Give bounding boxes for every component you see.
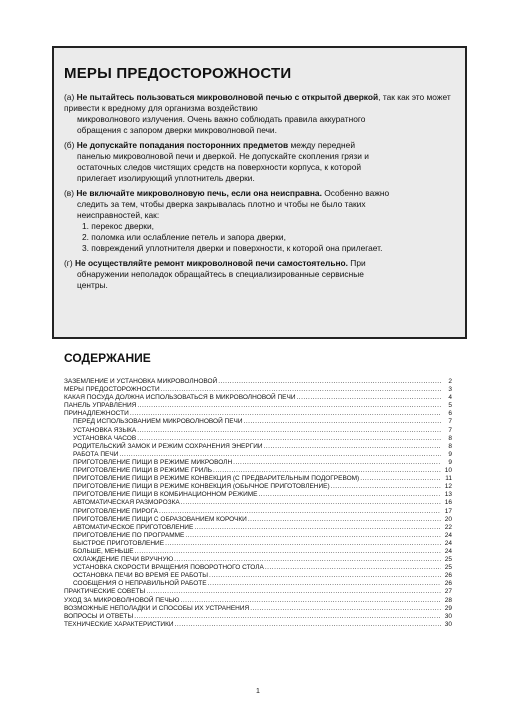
- toc-leader-dots: [218, 378, 441, 386]
- toc-leader-dots: [181, 597, 441, 605]
- toc-entry: [64, 597, 452, 605]
- toc-entry-page: 10: [444, 467, 452, 475]
- toc-entry-label: ВОПРОСЫ И ОТВЕТЫ: [64, 612, 134, 620]
- precaution-first-line: [64, 140, 459, 151]
- toc-entry-page: 13: [444, 491, 452, 499]
- toc-leader-dots: [259, 491, 442, 499]
- toc-entry-label: УСТАНОВКА ЧАСОВ: [73, 434, 137, 442]
- toc-leader-dots: [331, 483, 441, 491]
- toc-entry-page: 25: [444, 556, 452, 564]
- precaution-line: Особенно важно: [321, 188, 390, 198]
- toc-leader-dots: [137, 427, 441, 435]
- toc-entry: [64, 605, 452, 613]
- toc-entry-page: 8: [448, 434, 452, 442]
- precaution-bold: Не включайте микроволновую печь, если она неисправна.: [76, 188, 322, 198]
- toc-leader-dots: [297, 394, 442, 402]
- toc-entry: [64, 459, 452, 467]
- toc-entry-label: ПЕРЕД ИСПОЛЬЗОВАНИЕМ МИКРОВОЛНОВОЙ ПЕЧИ: [73, 418, 243, 426]
- toc-entry-page: 9: [448, 450, 452, 458]
- toc-entry: [64, 378, 452, 386]
- toc-entry-label: ПРИГОТОВЛЕНИЕ ПИЩИ В РЕЖИМЕ ГРИЛЬ: [73, 467, 213, 475]
- toc-entry-page: 2: [448, 378, 452, 385]
- toc-entry: [64, 548, 452, 556]
- precaution-line: между передней: [288, 140, 355, 150]
- table-of-contents: [64, 378, 452, 629]
- toc-entry-page: 27: [444, 588, 452, 596]
- toc-entry: [64, 435, 452, 443]
- toc-entry-label: АВТОМАТИЧЕСКАЯ РАЗМОРОЗКА: [73, 499, 180, 507]
- precaution-item: [64, 92, 459, 136]
- toc-entry: [64, 491, 452, 499]
- toc-leader-dots: [213, 467, 441, 475]
- toc-entry-label: ЗАЗЕМЛЕНИЕ И УСТАНОВКА МИКРОВОЛНОВОЙ: [64, 378, 218, 385]
- toc-entry: [64, 394, 452, 402]
- toc-leader-dots: [250, 605, 441, 613]
- precaution-item: [64, 140, 459, 184]
- toc-leader-dots: [134, 613, 441, 621]
- toc-entry-label: УСТАНОВКА СКОРОСТИ ВРАЩЕНИЯ ПОВОРОТНОГО СТОЛА: [73, 564, 264, 572]
- page-number: 1: [256, 688, 260, 695]
- toc-entry-page: 22: [444, 523, 452, 531]
- toc-entry-page: 26: [444, 572, 452, 580]
- toc-entry-page: 9: [448, 458, 452, 466]
- toc-entry-label: РАБОТА ПЕЧИ: [73, 450, 119, 458]
- toc-leader-dots: [137, 435, 441, 443]
- toc-leader-dots: [159, 508, 441, 516]
- toc-leader-dots: [181, 499, 441, 507]
- toc-entry: [64, 386, 452, 394]
- precaution-line: микроволнового излучения. Очень важно соблюдать правила аккуратного: [77, 114, 366, 124]
- toc-entry: [64, 483, 452, 491]
- toc-entry-label: ПАНЕЛЬ УПРАВЛЕНИЯ: [64, 402, 137, 410]
- toc-entry: [64, 475, 452, 483]
- toc-leader-dots: [135, 548, 441, 556]
- toc-entry-page: 24: [444, 531, 452, 539]
- precaution-bold: Не осуществляйте ремонт микроволновой печи самостоятельно.: [74, 258, 348, 268]
- toc-leader-dots: [119, 451, 441, 459]
- precaution-prefix: (г): [64, 258, 75, 268]
- precaution-line: При: [347, 258, 366, 268]
- toc-leader-dots: [248, 516, 441, 524]
- precaution-line: панелью микроволновой печи и дверкой. Не допускайте скопления грязи и: [77, 151, 369, 161]
- toc-entry-page: 24: [444, 547, 452, 555]
- toc-entry: [64, 588, 452, 596]
- toc-entry-page: 25: [444, 564, 452, 572]
- toc-entry-page: 4: [448, 394, 452, 402]
- toc-entry: [64, 451, 452, 459]
- toc-entry-page: 28: [444, 596, 452, 604]
- toc-entry-page: 7: [448, 426, 452, 434]
- toc-entry-label: ПРИГОТОВЛЕНИЕ ПИЩИ В РЕЖИМЕ МИКРОВОЛН: [73, 458, 233, 466]
- toc-entry-label: ПРИГОТОВЛЕНИЕ ПИЩИ В РЕЖИМЕ КОНВЕКЦИЯ (ОБЫЧНОЕ ПРИГОТОВЛЕНИЕ): [73, 483, 330, 491]
- toc-leader-dots: [209, 572, 441, 580]
- precautions-text: [64, 92, 459, 295]
- toc-entry-page: 5: [448, 402, 452, 410]
- precaution-bold: Не пытайтесь пользоваться микроволновой печью с открытой дверкой: [76, 92, 379, 102]
- toc-leader-dots: [244, 418, 441, 426]
- toc-entry-label: ПРИГОТОВЛЕНИЕ ПИЩИ В КОМБИНАЦИОННОМ РЕЖИМЕ: [73, 491, 258, 499]
- toc-entry: [64, 402, 452, 410]
- toc-entry: [64, 499, 452, 507]
- toc-entry-page: 11: [445, 475, 452, 483]
- toc-leader-dots: [165, 540, 441, 548]
- toc-entry-label: РОДИТЕЛЬСКИЙ ЗАМОК И РЕЖИМ СОХРАНЕНИЯ ЭНЕРГИИ: [73, 442, 263, 450]
- precaution-line: прилегает изолирующий уплотнитель дверки.: [77, 173, 255, 183]
- precaution-line: следить за тем, чтобы дверка закрывалась плотно и чтобы не было таких: [77, 199, 366, 209]
- toc-entry-label: ПРИГОТОВЛЕНИЕ ПО ПРОГРАММЕ: [73, 531, 185, 539]
- precaution-first-line: [64, 92, 459, 114]
- toc-entry-page: 24: [444, 539, 452, 547]
- toc-leader-dots: [161, 386, 441, 394]
- toc-leader-dots: [137, 402, 441, 410]
- precaution-line: центры.: [77, 280, 108, 290]
- precaution-line: неисправностей, как:: [77, 210, 160, 220]
- toc-leader-dots: [233, 459, 441, 467]
- toc-entry-page: 17: [444, 507, 452, 515]
- toc-entry-page: 30: [444, 620, 452, 628]
- precaution-line: обнаружении неполадок обращайтесь в специализированные сервисные: [77, 269, 364, 279]
- precautions-title: МЕРЫ ПРЕДОСТОРОЖНОСТИ: [64, 65, 292, 82]
- toc-entry-page: 7: [448, 418, 452, 426]
- precaution-line: обращения с запором дверки микроволновой печи.: [77, 125, 277, 135]
- toc-leader-dots: [174, 556, 441, 564]
- toc-leader-dots: [175, 621, 441, 629]
- toc-entry-label: ПРИГОТОВЛЕНИЕ ПИРОГА: [73, 507, 159, 515]
- toc-entry: [64, 540, 452, 548]
- toc-entry: [64, 564, 452, 572]
- toc-entry-page: 20: [444, 515, 452, 523]
- toc-entry-label: АВТОМАТИЧЕСКОЕ ПРИГОТОВЛЕНИЕ: [73, 523, 194, 531]
- precaution-sub-line: 2. поломка или ослабление петель и запора дверки,: [82, 232, 286, 242]
- precaution-bold: Не допускайте попадания посторонних предметов: [76, 140, 289, 150]
- toc-entry-label: ОХЛАЖДЕНИЕ ПЕЧИ ВРУЧНУЮ: [73, 556, 174, 564]
- toc-entry-label: ПРАКТИЧЕСКИЕ СОВЕТЫ: [64, 588, 146, 596]
- toc-entry-label: ПРИНАДЛЕЖНОСТИ: [64, 410, 129, 418]
- toc-entry-label: БЫСТРОЕ ПРИГОТОВЛЕНИЕ: [73, 539, 165, 547]
- toc-entry-label: МЕРЫ ПРЕДОСТОРОЖНОСТИ: [64, 386, 160, 394]
- precaution-item: [64, 258, 459, 291]
- precaution-sub-line: 3. повреждений уплотнителя дверки и поверхности, к которой она прилегает.: [82, 243, 383, 253]
- toc-leader-dots: [264, 443, 441, 451]
- toc-leader-dots: [265, 564, 441, 572]
- toc-entry-page: 16: [444, 499, 452, 507]
- toc-entry-page: 26: [444, 580, 452, 588]
- precaution-sub-line: 1. перекос дверки,: [82, 221, 154, 231]
- toc-entry-label: БОЛЬШЕ, МЕНЬШЕ: [73, 547, 134, 555]
- toc-entry-label: КАКАЯ ПОСУДА ДОЛЖНА ИСПОЛЬЗОВАТЬСЯ В МИКРОВОЛНОВОЙ ПЕЧИ: [64, 394, 296, 402]
- toc-entry: [64, 418, 452, 426]
- toc-entry-page: 12: [444, 483, 452, 491]
- toc-entry-label: СООБЩЕНИЯ О НЕПРАВИЛЬНОЙ РАБОТЕ: [73, 580, 207, 588]
- precaution-line: , так как это может привести к вредному для организма воздействию: [64, 92, 451, 113]
- toc-entry-page: 6: [448, 410, 452, 418]
- toc-entry: [64, 516, 452, 524]
- toc-entry-label: ВОЗМОЖНЫЕ НЕПОЛАДКИ И СПОСОБЫ ИХ УСТРАНЕНИЯ: [64, 604, 250, 612]
- precaution-first-line: [64, 258, 459, 269]
- precaution-item: [64, 188, 459, 254]
- toc-entry: [64, 621, 452, 629]
- toc-entry: [64, 467, 452, 475]
- precaution-line: остаточных следов чистящих средств на поверхности корпуса, к которой: [77, 162, 362, 172]
- toc-entry-page: 8: [448, 442, 452, 450]
- toc-leader-dots: [185, 532, 441, 540]
- toc-entry-page: 29: [444, 604, 452, 612]
- toc-entry: [64, 524, 452, 532]
- toc-entry: [64, 580, 452, 588]
- toc-entry-label: УСТАНОВКА ЯЗЫКА: [73, 426, 137, 434]
- toc-leader-dots: [194, 524, 441, 532]
- toc-leader-dots: [360, 475, 441, 483]
- toc-entry-label: ТЕХНИЧЕСКИЕ ХАРАКТЕРИСТИКИ: [64, 620, 174, 628]
- toc-entry-page: 30: [444, 612, 452, 620]
- contents-title: СОДЕРЖАНИЕ: [64, 351, 151, 365]
- toc-entry: [64, 508, 452, 516]
- toc-entry-label: УХОД ЗА МИКРОВОЛНОВОЙ ПЕЧЬЮ: [64, 596, 180, 604]
- toc-leader-dots: [146, 588, 441, 596]
- toc-entry: [64, 556, 452, 564]
- precaution-prefix: (a): [64, 92, 77, 102]
- precaution-prefix: (б): [64, 140, 77, 150]
- toc-entry-label: ОСТАНОВКА ПЕЧИ ВО ВРЕМЯ ЕЕ РАБОТЫ: [73, 572, 209, 580]
- toc-entry: [64, 443, 452, 451]
- toc-entry: [64, 613, 452, 621]
- toc-entry-page: 3: [448, 386, 452, 394]
- toc-entry: [64, 427, 452, 435]
- toc-entry-label: ПРИГОТОВЛЕНИЕ ПИЩИ В РЕЖИМЕ КОНВЕКЦИЯ (С ПРЕДВАРИТЕЛЬНЫМ ПОДОГРЕВОМ): [73, 475, 360, 483]
- precaution-first-line: [64, 188, 459, 199]
- precaution-prefix: (в): [64, 188, 77, 198]
- toc-entry-label: ПРИГОТОВЛЕНИЕ ПИЩИ С ОБРАЗОВАНИЕМ КОРОЧКИ: [73, 515, 247, 523]
- toc-entry: [64, 532, 452, 540]
- precautions-box: [52, 46, 467, 339]
- toc-leader-dots: [208, 580, 441, 588]
